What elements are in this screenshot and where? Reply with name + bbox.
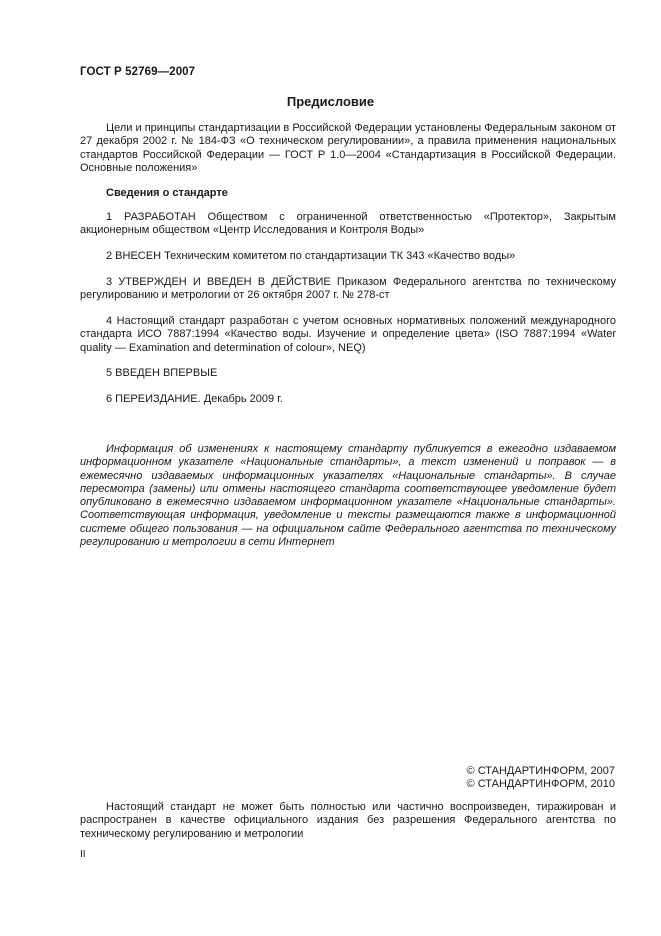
standard-code: ГОСТ Р 52769—2007 xyxy=(80,66,196,78)
section-heading: Сведения о стандарте xyxy=(106,187,228,199)
list-item: 5 ВВЕДЕН ВПЕРВЫЕ xyxy=(106,367,218,379)
intro-paragraph: Цели и принципы стандартизации в Российской Федерации установлены Федеральным законом от 27 декабря 2002 г. № 184-ФЗ «О техническом регулировании», а правила применения национальных стандартов Российской Федерации — ГОСТ Р 1.0—2004 «Стандартизация в Российской Федерации. Основные положения» xyxy=(80,122,616,174)
page-number: II xyxy=(80,849,86,860)
info-notice: Информация об изменениях к настоящему стандарту публикуется в ежегодно издаваемом информационном указателе «Национальные стандарты», а текст изменений и поправок — в ежемесячно издаваемых информационных указателях «Национальные стандарты». В случае пересмотра (замены) или отмены настоящего стандарта соответствующее уведомление будет опубликовано в ежемесячно издаваемом информационном указателе «Национальные стандарты». Соответствующая информация, уведомление и тексты размещаются также в информационной системе общего пользования — на официальном сайте Федерального агентства по техническому регулированию и метрологии в сети Интернет xyxy=(80,443,616,549)
copyright-line: © СТАНДАРТИНФОРМ, 2010 xyxy=(466,778,615,790)
copyright-line: © СТАНДАРТИНФОРМ, 2007 xyxy=(466,765,615,777)
list-item: 1 РАЗРАБОТАН Обществом с ограниченной ответственностью «Протектор», Закрытым акционерным обществом «Центр Исследования и Контроля Воды» xyxy=(80,211,616,237)
list-item: 3 УТВЕРЖДЕН И ВВЕДЕН В ДЕЙСТВИЕ Приказом Федерального агентства по техническому регулированию и метрологии от 26 октября 2007 г. № 278-ст xyxy=(80,276,616,302)
page-title: Предисловие xyxy=(286,94,375,109)
reproduction-notice: Настоящий стандарт не может быть полностью или частично воспроизведен, тиражирован и распространен в качестве официального издания без разрешения Федерального агентства по техническому регулированию и метрологии xyxy=(80,801,616,840)
list-item: 4 Настоящий стандарт разработан с учетом основных нормативных положений международного стандарта ИСО 7887:1994 «Качество воды. Изучение и определение цвета» (ISO 7887:1994 «Water quality — Examination and determination of colour», NEQ) xyxy=(80,315,616,354)
list-item: 6 ПЕРЕИЗДАНИЕ. Декабрь 2009 г. xyxy=(106,393,283,405)
list-item: 2 ВНЕСЕН Техническим комитетом по стандартизации ТК 343 «Качество воды» xyxy=(106,250,516,262)
